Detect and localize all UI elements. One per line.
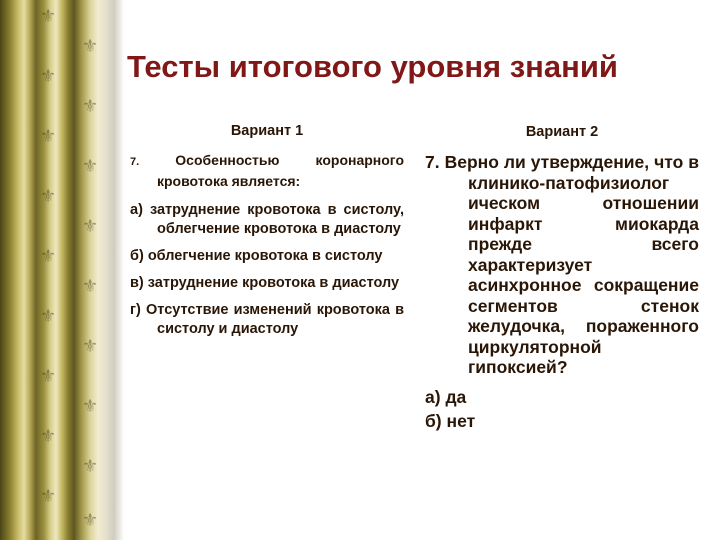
- fleur-icon: ⚜: [40, 66, 57, 87]
- option-text: облегчение кровотока в систолу: [147, 248, 383, 264]
- variant-1-column: [130, 122, 404, 347]
- fleur-icon: ⚜: [40, 246, 57, 267]
- option-letter: б): [425, 411, 442, 431]
- option-text: затруднение кровотока в диастолу: [147, 275, 400, 291]
- option-letter: б): [130, 248, 144, 264]
- question-text: Верно ли утверждение, что в клинико-патофизиолог ическом отношении инфаркт миокарда прежде всего характеризует асинхронное сокращение сегментов стенок желудочка, пораженного циркуляторной гипоксией?: [444, 152, 699, 377]
- fleur-icon: ⚜: [40, 126, 57, 147]
- fleur-icon: ⚜: [40, 186, 57, 207]
- option-letter: в): [130, 275, 144, 291]
- fleur-icon: ⚜: [40, 486, 57, 507]
- fleur-icon: ⚜: [82, 510, 99, 531]
- fleur-icon: ⚜: [82, 36, 99, 57]
- fleur-icon: ⚜: [82, 336, 99, 357]
- fleur-icon: ⚜: [40, 426, 57, 447]
- fleur-icon: ⚜: [40, 366, 57, 387]
- option-text: затруднение кровотока в систолу, облегчение кровотока в диастолу: [149, 202, 404, 237]
- fleur-icon: ⚜: [82, 456, 99, 477]
- variant-2-column: [425, 124, 699, 436]
- answer-option-a: [130, 201, 404, 239]
- variant-1-question: [130, 151, 404, 191]
- question-number: 7.: [130, 156, 140, 168]
- question-number: 7.: [425, 152, 440, 172]
- variant-2-heading: Вариант 2: [525, 124, 599, 140]
- option-text: Отсутствие изменений кровотока в систолу и диастолу: [146, 302, 405, 337]
- fleur-icon: ⚜: [82, 96, 99, 117]
- answer-option-g: [130, 301, 404, 339]
- answer-option-b: [425, 411, 699, 432]
- option-letter: а): [130, 202, 143, 218]
- variant-1-heading: Вариант 1: [230, 123, 304, 139]
- fleur-icon: ⚜: [82, 276, 99, 297]
- option-letter: г): [130, 302, 141, 318]
- fleur-icon: ⚜: [40, 6, 57, 27]
- answer-option-b: [130, 247, 404, 266]
- option-letter: а): [425, 386, 441, 407]
- fleur-icon: ⚜: [82, 156, 99, 177]
- fleur-icon: ⚜: [82, 396, 99, 417]
- option-text: да: [445, 386, 467, 407]
- slide-title: Тесты итогового уровня знаний: [127, 49, 618, 84]
- answer-option-a: [425, 387, 699, 408]
- variant-2-question: [425, 152, 699, 378]
- fleur-icon: ⚜: [40, 306, 57, 327]
- answer-option-v: [130, 274, 404, 293]
- fleur-icon: ⚜: [82, 216, 99, 237]
- question-text: Особенностью коронарного кровотока является:: [157, 152, 404, 189]
- option-text: нет: [446, 411, 476, 431]
- decorative-side-bar: [0, 0, 124, 540]
